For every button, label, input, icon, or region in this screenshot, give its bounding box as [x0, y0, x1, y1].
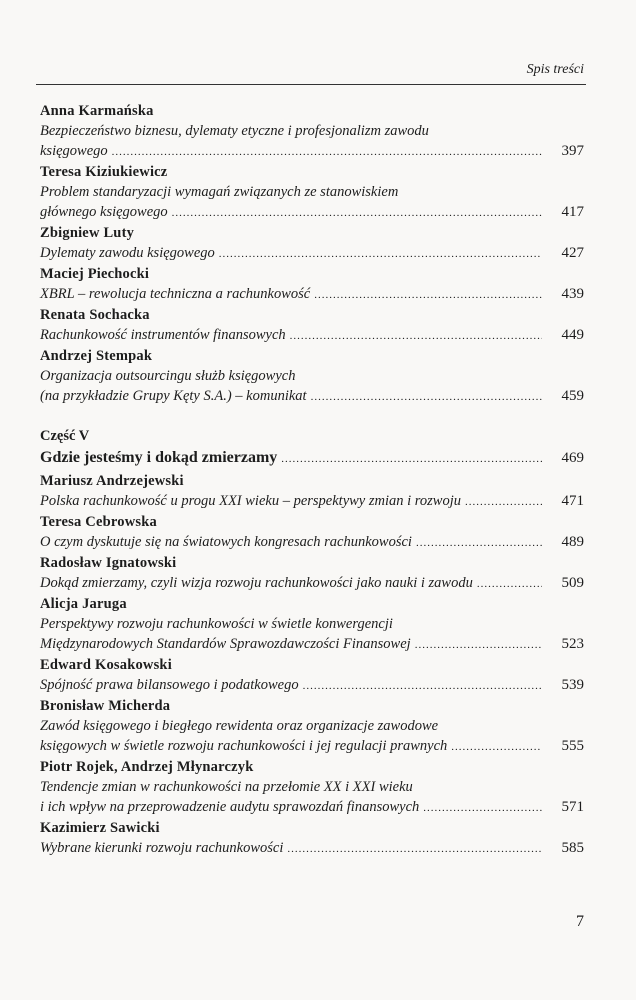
entry-page-number: 439: [561, 286, 584, 302]
entry-author: Teresa Cebrowska: [40, 514, 157, 530]
dot-leader: [287, 839, 542, 859]
toc-entry[interactable]: [40, 594, 584, 655]
entry-title-text: Dokąd zmierzamy, czyli wizja rozwoju rachunkowości jako nauki i zawodu: [40, 575, 473, 591]
entry-page-number: 555: [561, 738, 584, 754]
toc-group-b: [40, 471, 584, 859]
toc-entry[interactable]: [40, 223, 584, 264]
dot-leader: [451, 737, 542, 757]
part-gap: [40, 407, 584, 426]
entry-title-text: Rachunkowość instrumentów finansowych: [40, 327, 286, 343]
entry-title-text: księgowych w świetle rozwoju rachunkowości i jej regulacji prawnych: [40, 738, 448, 754]
entry-title-text: księgowego: [40, 143, 108, 159]
entry-title-line: [40, 491, 584, 512]
dot-leader: [281, 447, 542, 471]
toc-entry[interactable]: [40, 553, 584, 594]
entry-title-line: [40, 716, 584, 736]
entry-title-line: [40, 366, 584, 386]
dot-leader: [311, 387, 542, 407]
entry-page-number: 449: [561, 327, 584, 343]
entry-title-text: Zawód księgowego i biegłego rewidenta oraz organizacje zawodowe: [40, 718, 439, 734]
page-header: [36, 58, 586, 85]
dot-leader: [172, 203, 542, 223]
dot-leader: [112, 142, 542, 162]
dot-leader: [303, 676, 542, 696]
entry-title-text: Międzynarodowych Standardów Sprawozdawczości Finansowej: [40, 636, 411, 652]
entry-author: Andrzej Stempak: [40, 348, 153, 364]
entry-page-number: 509: [561, 575, 584, 591]
entry-author: Piotr Rojek, Andrzej Młynarczyk: [40, 759, 254, 775]
entry-page-number: 489: [561, 534, 584, 550]
dot-leader: [416, 533, 542, 553]
dot-leader: [314, 285, 542, 305]
entry-title-line: [40, 777, 584, 797]
toc-entry[interactable]: [40, 162, 584, 223]
entry-title-text: Perspektywy rozwoju rachunkowości w świetle konwergencji: [40, 616, 393, 632]
entry-author: Alicja Jaruga: [40, 596, 127, 612]
entry-author: Anna Karmańska: [40, 103, 154, 119]
part-page-number: 469: [561, 450, 584, 466]
toc-entry[interactable]: [40, 346, 584, 407]
entry-page-number: 571: [561, 799, 584, 815]
entry-author: Teresa Kiziukiewicz: [40, 164, 168, 180]
entry-page-number: 539: [561, 677, 584, 693]
entry-author: Edward Kosakowski: [40, 657, 172, 673]
entry-page-number: 427: [561, 245, 584, 261]
part-label: Część V: [40, 428, 90, 444]
entry-title-line: [40, 182, 584, 202]
dot-leader: [477, 574, 542, 594]
entry-page-number: 397: [561, 143, 584, 159]
entry-title-line: [40, 736, 584, 757]
dot-leader: [290, 326, 542, 346]
entry-title-text: Organizacja outsourcingu służb księgowych: [40, 368, 296, 384]
entry-page-number: 471: [561, 493, 584, 509]
entry-title-line: [40, 243, 584, 264]
entry-author: Maciej Piechocki: [40, 266, 150, 282]
toc-group-a: [40, 101, 584, 407]
entry-title-text: Bezpieczeństwo biznesu, dylematy etyczne i profesjonalizm zawodu: [40, 123, 429, 139]
toc-entry[interactable]: [40, 471, 584, 512]
entry-title-text: i ich wpływ na przeprowadzenie audytu sprawozdań finansowych: [40, 799, 420, 815]
entry-title-line: [40, 675, 584, 696]
entry-title-line: [40, 614, 584, 634]
toc-entry[interactable]: [40, 512, 584, 553]
entry-page-number: 417: [561, 204, 584, 220]
entry-title-text: Problem standaryzacji wymagań związanych ze stanowiskiem: [40, 184, 399, 200]
entry-title-line: [40, 573, 584, 594]
entry-title-text: O czym dyskutuje się na światowych kongresach rachunkowości: [40, 534, 412, 550]
toc-entry[interactable]: [40, 101, 584, 162]
entry-title-line: [40, 141, 584, 162]
dot-leader: [219, 244, 542, 264]
toc-entry[interactable]: [40, 696, 584, 757]
toc-entry[interactable]: [40, 655, 584, 696]
entry-title-line: [40, 121, 584, 141]
entry-title-text: Spójność prawa bilansowego i podatkowego: [40, 677, 299, 693]
entry-author: Zbigniew Luty: [40, 225, 135, 241]
entry-title-line: [40, 386, 584, 407]
part-title-line[interactable]: [40, 446, 584, 471]
entry-title-line: [40, 325, 584, 346]
entry-title-text: Tendencje zmian w rachunkowości na przełomie XX i XXI wieku: [40, 779, 413, 795]
entry-author: Renata Sochacka: [40, 307, 150, 323]
toc-entry[interactable]: [40, 757, 584, 818]
entry-title-line: [40, 838, 584, 859]
entry-title-line: [40, 202, 584, 223]
part-title: Gdzie jesteśmy i dokąd zmierzamy: [40, 449, 278, 466]
entry-title-line: [40, 634, 584, 655]
dot-leader: [423, 798, 542, 818]
entry-title-line: [40, 532, 584, 553]
entry-title-text: głównego księgowego: [40, 204, 168, 220]
entry-author: Bronisław Micherda: [40, 698, 171, 714]
entry-title-text: XBRL – rewolucja techniczna a rachunkowość: [40, 286, 311, 302]
toc-entry[interactable]: [40, 818, 584, 859]
toc-entry[interactable]: [40, 305, 584, 346]
entry-author: Kazimierz Sawicki: [40, 820, 160, 836]
entry-page-number: 585: [561, 840, 584, 856]
entry-title-text: Dylematy zawodu księgowego: [40, 245, 215, 261]
entry-author: Mariusz Andrzejewski: [40, 473, 184, 489]
entry-author: Radosław Ignatowski: [40, 555, 177, 571]
dot-leader: [415, 635, 542, 655]
entry-title-line: [40, 797, 584, 818]
entry-page-number: 523: [561, 636, 584, 652]
table-of-contents: [40, 101, 584, 859]
toc-entry[interactable]: [40, 264, 584, 305]
entry-title-text: Polska rachunkowość u progu XXI wieku – perspektywy zmian i rozwoju: [40, 493, 461, 509]
entry-title-line: [40, 284, 584, 305]
dot-leader: [465, 492, 542, 512]
running-title: Spis treści: [526, 62, 584, 77]
page-number: 7: [576, 913, 584, 930]
entry-title-text: Wybrane kierunki rozwoju rachunkowości: [40, 840, 284, 856]
entry-page-number: 459: [561, 388, 584, 404]
entry-title-text: (na przykładzie Grupy Kęty S.A.) – komunikat: [40, 388, 307, 404]
